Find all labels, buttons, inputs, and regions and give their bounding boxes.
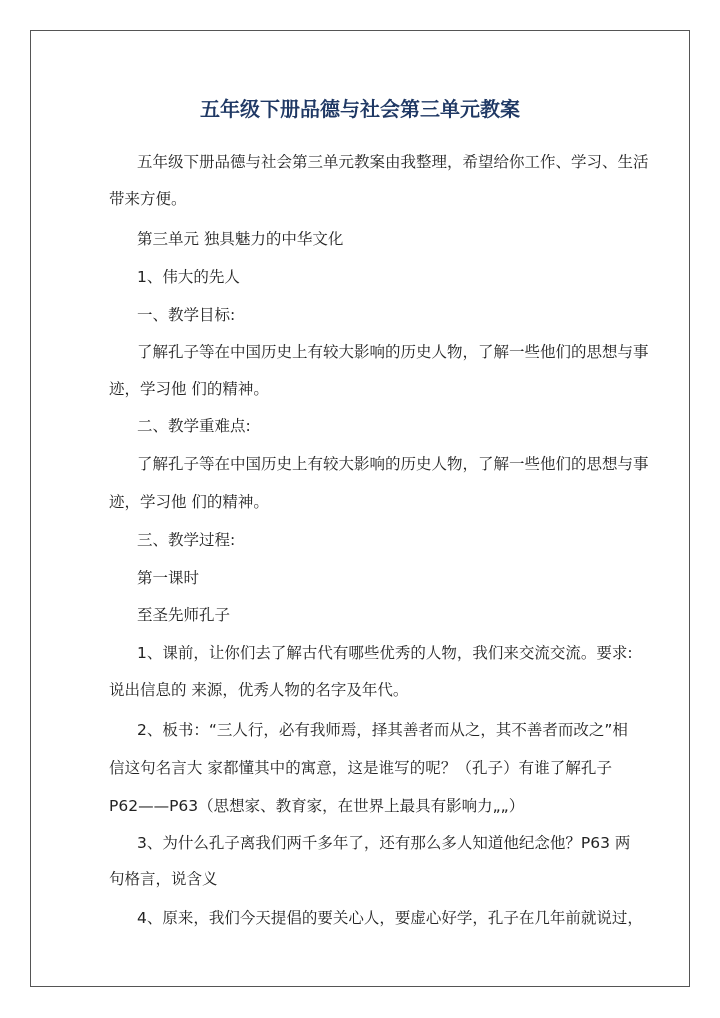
paragraph-line: 迹，学习他 们的精神。	[109, 380, 269, 398]
paragraph-line: 说出信息的 来源，优秀人物的名字及年代。	[109, 681, 409, 699]
paragraph-line: 了解孔子等在中国历史上有较大影响的历史人物，了解一些他们的思想与事	[137, 455, 649, 473]
paragraph-line: 句格言，说含义	[109, 870, 218, 888]
paragraph-line: 五年级下册品德与社会第三单元教案由我整理，希望给你工作、学习、生活	[137, 153, 649, 171]
paragraph-line: 2、板书：“三人行，必有我师焉，择其善者而从之，其不善者而改之”相	[137, 721, 628, 739]
paragraph-line: 第三单元 独具魅力的中华文化	[137, 230, 344, 248]
paragraph-line: 迹，学习他 们的精神。	[109, 493, 269, 511]
paragraph-line: 至圣先师孔子	[137, 606, 231, 624]
paragraph-line: 第一课时	[137, 569, 200, 587]
paragraph-line: 信这句名言大 家都懂其中的寓意，这是谁写的呢？（孔子）有谁了解孔子	[109, 759, 612, 777]
paragraph-line: 1、伟大的先人	[137, 268, 240, 286]
paragraph-line: 带来方便。	[109, 190, 187, 208]
paragraph-line: 一、教学目标:	[137, 306, 236, 324]
paragraph-line: 3、为什么孔子离我们两千多年了，还有那么多人知道他纪念他？P63 两	[137, 834, 631, 852]
paragraph-line: 二、教学重难点:	[137, 417, 251, 435]
paragraph-line: P62——P63（思想家、教育家，在世界上最具有影响力„„）	[109, 797, 525, 815]
document-title: 五年级下册品德与社会第三单元教案	[200, 97, 520, 121]
paragraph-line: 1、课前，让你们去了解古代有哪些优秀的人物，我们来交流交流。要求:	[137, 644, 633, 662]
paragraph-line: 了解孔子等在中国历史上有较大影响的历史人物，了解一些他们的思想与事	[137, 343, 649, 361]
paragraph-line: 三、教学过程:	[137, 531, 236, 549]
paragraph-line: 4、原来，我们今天提倡的要关心人，要虚心好学，孔子在几年前就说过，	[137, 909, 643, 927]
